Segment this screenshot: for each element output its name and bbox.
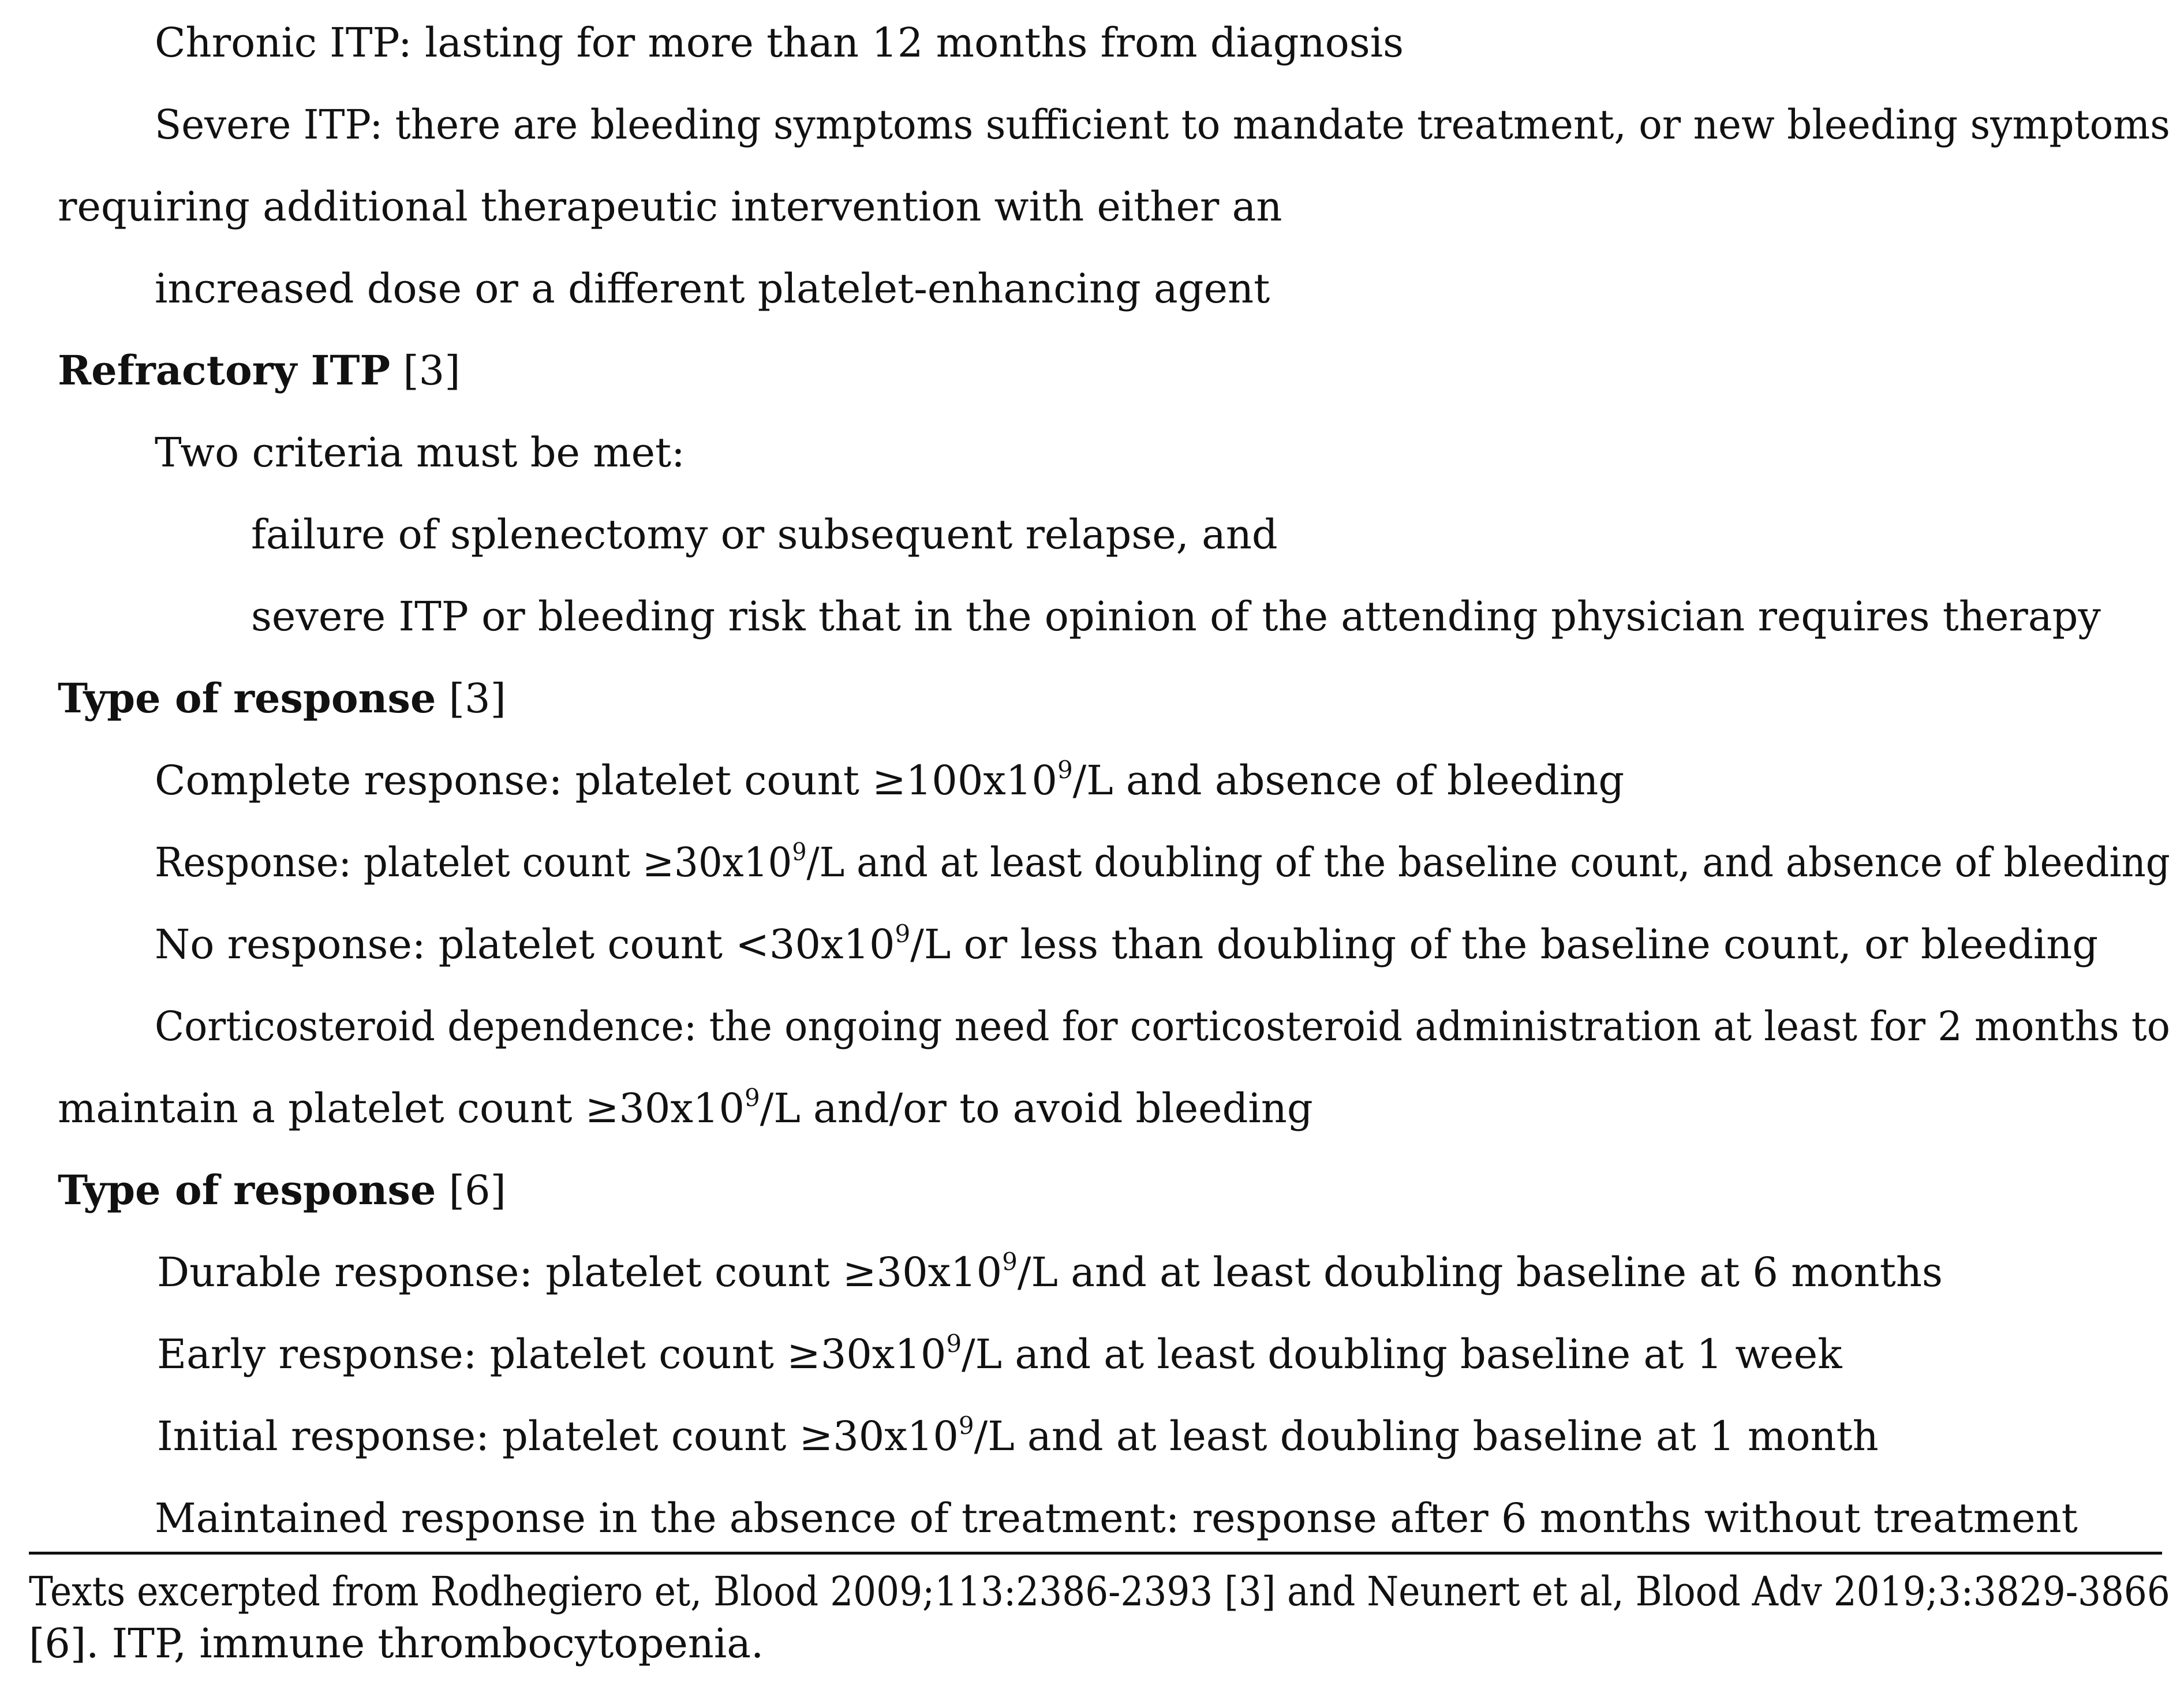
durable-response-text: Durable response: platelet count ≥30x10 <box>157 1249 1003 1296</box>
exponent: 9 <box>745 1084 760 1112</box>
exponent: 9 <box>946 1329 962 1358</box>
complete-response-text-end: /L and absence of bleeding <box>1072 757 1625 804</box>
footnote-line-1: Texts excerpted from Rodhegiero et, Blood 2009;113:2386-2393 [3] and Neunert et al, Blood Adv 2019;3:3829-3866 <box>29 1568 2170 1615</box>
severe-itp-definition-line-3: increased dose or a different platelet-enhancing agent <box>155 265 1270 312</box>
corticosteroid-text: maintain a platelet count ≥30x10 <box>58 1085 745 1132</box>
maintained-response-definition: Maintained response in the absence of treatment: response after 6 months without treatment <box>155 1495 2078 1542</box>
corticosteroid-dependence-line-2 <box>58 1081 1313 1136</box>
refractory-criterion-2: severe ITP or bleeding risk that in the opinion of the attending physician requires therapy <box>251 593 2101 640</box>
type-of-response-3-title: Type of response <box>58 674 436 722</box>
type-of-response-6-title: Type of response <box>58 1166 436 1214</box>
initial-response-definition <box>157 1409 1879 1464</box>
initial-response-text-end: /L and at least doubling baseline at 1 month <box>974 1413 1879 1460</box>
refractory-criteria-intro: Two criteria must be met: <box>155 429 685 476</box>
type-of-response-3-ref: [3] <box>436 675 506 722</box>
initial-response-text: Initial response: platelet count ≥30x10 <box>157 1413 959 1460</box>
response-text-end: /L and at least doubling of the baseline count, and absence of bleeding <box>806 839 2170 886</box>
response-text: Response: platelet count ≥30x10 <box>155 839 792 886</box>
corticosteroid-dependence-line-1: Corticosteroid dependence: the ongoing need for corticosteroid administration at least for 2 months to <box>155 1003 2170 1050</box>
durable-response-text-end: /L and at least doubling baseline at 6 months <box>1017 1249 1943 1296</box>
type-of-response-6-heading <box>58 1163 506 1218</box>
exponent: 9 <box>1057 756 1073 784</box>
severe-itp-definition-line-2: requiring additional therapeutic intervention with either an <box>58 183 1282 230</box>
response-definition <box>155 835 2170 890</box>
no-response-definition <box>155 917 2098 972</box>
exponent: 9 <box>1002 1247 1018 1276</box>
complete-response-definition <box>155 753 1624 808</box>
refractory-criterion-1: failure of splenectomy or subsequent relapse, and <box>251 511 1278 558</box>
early-response-definition <box>157 1327 1842 1382</box>
exponent: 9 <box>958 1411 974 1440</box>
type-of-response-3-heading <box>58 671 506 726</box>
complete-response-text: Complete response: platelet count ≥100x10 <box>155 757 1057 804</box>
refractory-itp-ref: [3] <box>390 347 461 394</box>
exponent: 9 <box>895 920 911 948</box>
refractory-itp-heading <box>58 343 461 398</box>
no-response-text-end: /L or less than doubling of the baseline count, or bleeding <box>910 921 2099 968</box>
severe-itp-definition-line-1: Severe ITP: there are bleeding symptoms sufficient to mandate treatment, or new bleeding symptoms <box>155 101 2170 148</box>
type-of-response-6-ref: [6] <box>436 1167 506 1214</box>
early-response-text: Early response: platelet count ≥30x10 <box>157 1331 947 1378</box>
refractory-itp-title: Refractory ITP <box>58 346 391 394</box>
early-response-text-end: /L and at least doubling baseline at 1 week <box>962 1331 1842 1378</box>
durable-response-definition <box>157 1245 1943 1300</box>
no-response-text: No response: platelet count <30x10 <box>155 921 895 968</box>
exponent: 9 <box>792 838 807 866</box>
chronic-itp-definition: Chronic ITP: lasting for more than 12 months from diagnosis <box>155 19 1404 66</box>
corticosteroid-text-end: /L and/or to avoid bleeding <box>760 1085 1313 1132</box>
footnote-line-2: [6]. ITP, immune thrombocytopenia. <box>29 1620 764 1667</box>
table-bottom-rule <box>29 1552 2162 1555</box>
